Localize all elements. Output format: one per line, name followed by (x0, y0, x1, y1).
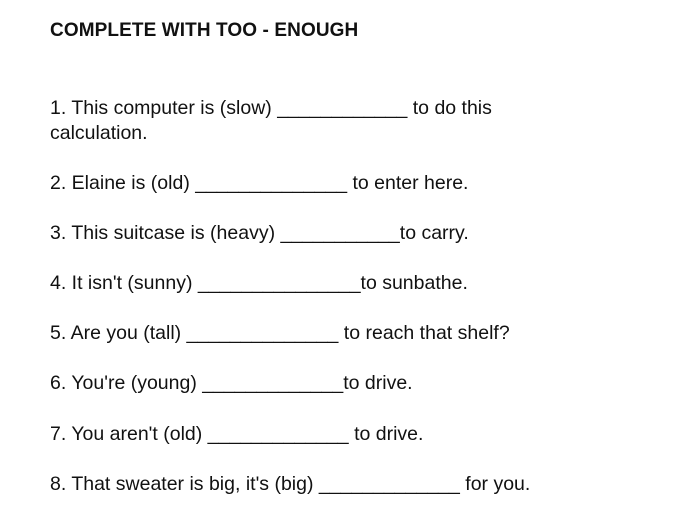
exercise-text: 2. Elaine is (old) ______________ to enter here. (50, 172, 469, 194)
exercise-text: 1. This computer is (slow) ____________ to do this (50, 97, 492, 119)
exercise-item-2 (50, 171, 468, 196)
exercise-text: 7. You aren't (old) _____________ to drive. (50, 423, 424, 445)
worksheet-title: COMPLETE WITH TOO - ENOUGH (50, 20, 359, 41)
exercise-item-1 (50, 96, 492, 146)
exercise-item-7 (50, 422, 423, 447)
exercise-text: 6. You're (young) _____________to drive. (50, 372, 413, 394)
exercise-item-3 (50, 221, 469, 246)
exercise-item-4 (50, 271, 468, 296)
exercise-text: 5. Are you (tall) ______________ to reach that shelf? (50, 322, 510, 344)
exercise-item-6 (50, 371, 413, 396)
exercise-item-8 (50, 472, 530, 497)
exercise-text: 4. It isn't (sunny) _______________to sunbathe. (50, 272, 468, 294)
exercise-item-5 (50, 321, 510, 346)
exercise-text-continued: calculation. (50, 122, 148, 144)
exercise-text: 8. That sweater is big, it's (big) _____________ for you. (50, 473, 531, 495)
exercise-text: 3. This suitcase is (heavy) ___________to carry. (50, 222, 469, 244)
